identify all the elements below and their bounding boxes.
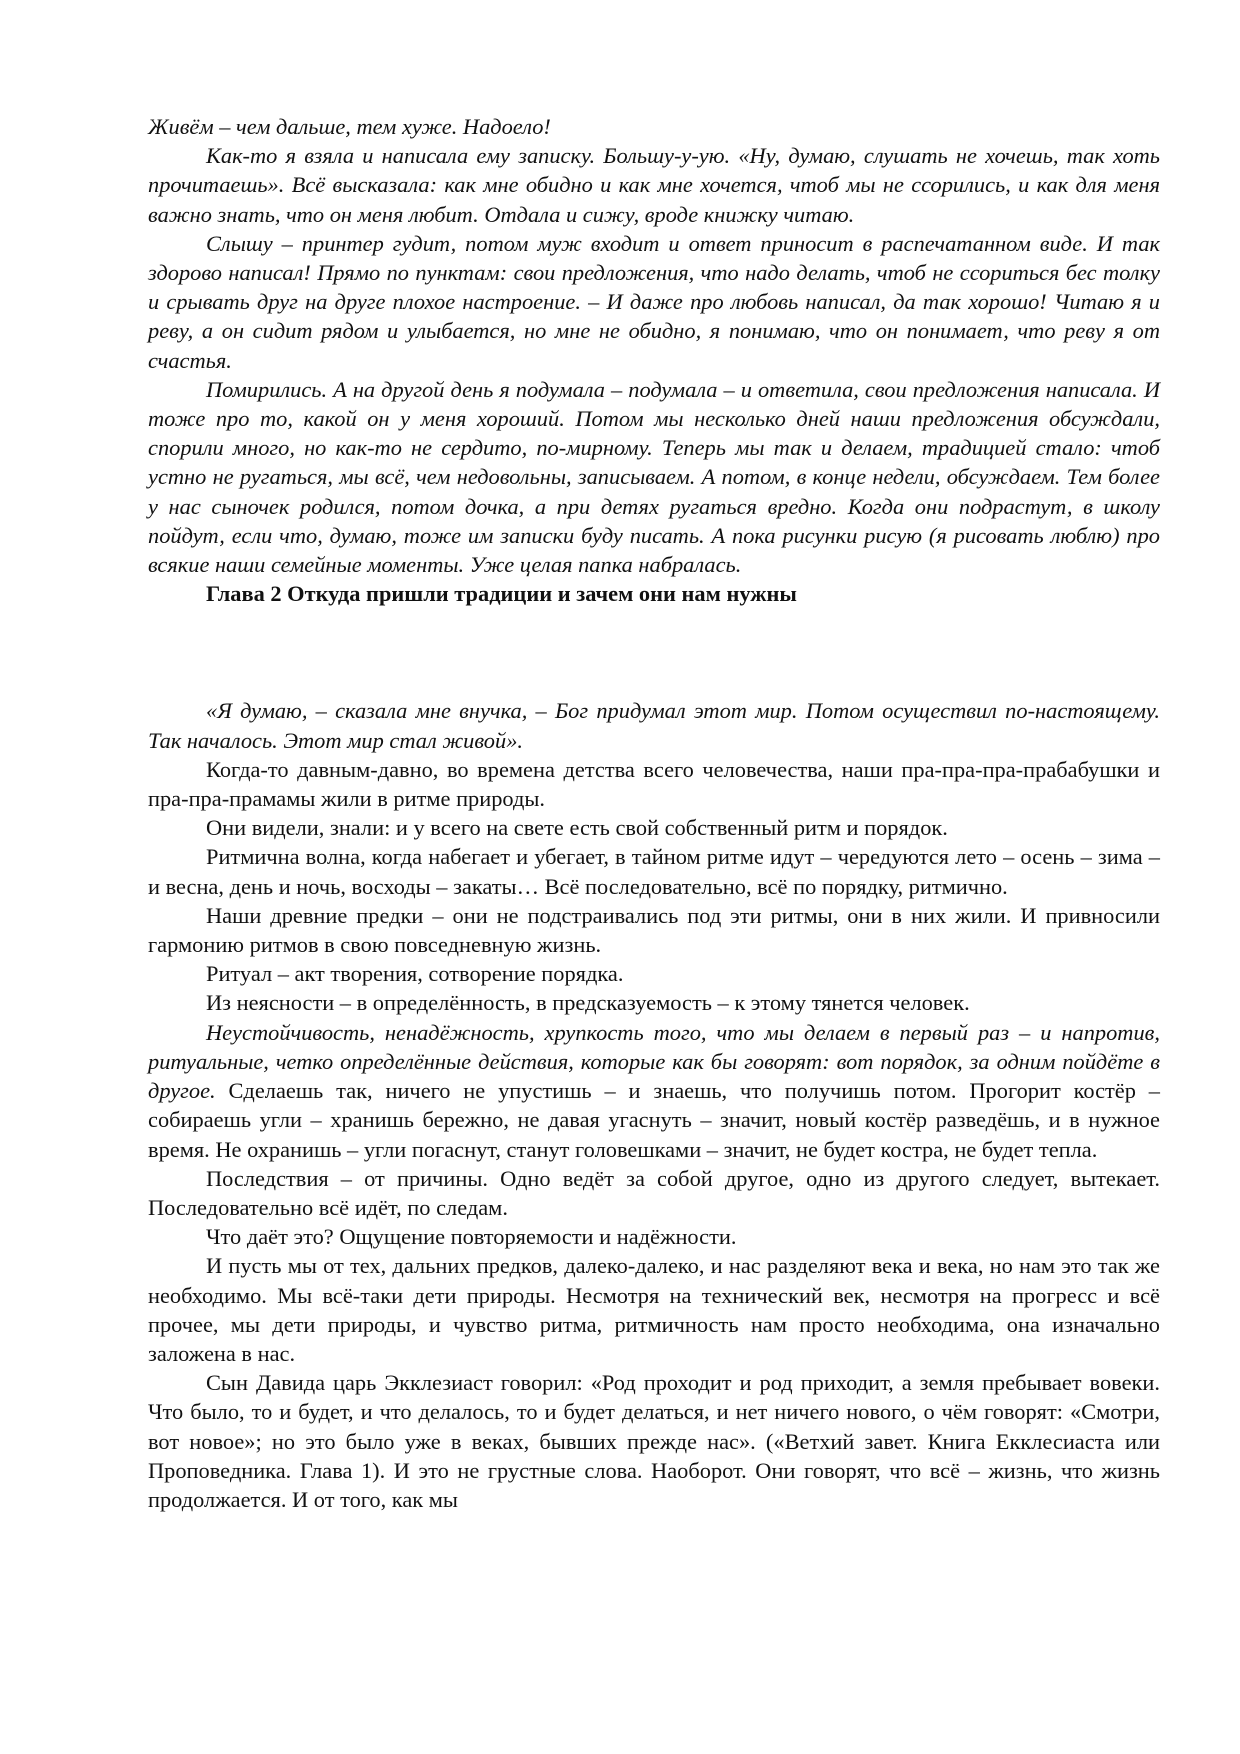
paragraph: Последствия – от причины. Одно ведёт за собой другое, одно из другого следует, вытекает. Последовательно всё идёт, по следам.: [148, 1165, 1160, 1220]
paragraph: Что даёт это? Ощущение повторяемости и надёжности.: [206, 1224, 737, 1250]
paragraph: Ритмична волна, когда набегает и убегает, в тайном ритме идут – чередуются лето – осень – зима – и весна, день и ночь, восходы – закаты… Всё последовательно, всё по порядку, ритмично.: [148, 844, 1160, 899]
regular-span: Сделаешь так, ничего не упустишь – и знаешь, что получишь потом. Прогорит костёр – собираешь угли – хранишь бережно, не давая угаснуть – значит, новый костёр разведёшь, и в нужное время. Не охранишь – угли погаснут, станут головешками – значит, не будет костра, не будет тепла.: [148, 1078, 1160, 1162]
paragraph: И пусть мы от тех, дальних предков, далеко-далеко, и нас разделяют века и века, но нам это так же необходимо. Мы всё-таки дети природы. Несмотря на технический век, несмотря на прогресс и всё прочее, мы дети природы, и чувство ритма, ритмичность нам просто необходима, она изначально заложена в нас.: [148, 1253, 1160, 1366]
epigraph: «Я думаю, – сказала мне внучка, – Бог придумал этот мир. Потом осуществил по-настоящему. Так началось. Этот мир стал живой».: [148, 698, 1160, 753]
paragraph: Ритуал – акт творения, сотворение порядка.: [206, 961, 624, 987]
paragraph: Сын Давида царь Экклезиаст говорил: «Род проходит и род приходит, а земля пребывает вовеки. Что было, то и будет, и что делалось, то и будет делаться, и нет ничего нового, о чём говорят: «Смотри, вот новое»; но это было уже в веках, бывших прежде нас». («Ветхий завет. Книга Екклесиаста или Проповедника. Глава 1). И это не грустные слова. Наоборот. Они говорят, что всё – жизнь, что жизнь продолжается. И от того, как мы: [148, 1370, 1160, 1512]
paragraph: Из неясности – в определённость, в предсказуемость – к этому тянется человек.: [206, 990, 970, 1016]
paragraph: Когда-то давным-давно, во времена детства всего человечества, наши пра-пра-пра-прабабушки и пра-пра-прамамы жили в ритме природы.: [148, 756, 1160, 812]
paragraph: Слышу – принтер гудит, потом муж входит и ответ приносит в распечатанном виде. И так здорово написал! Прямо по пунктам: свои предложения, что надо делать, чтоб не ссориться бес толку и срывать друг на друге плохое настроение. – И даже про любовь написал, да так хорошо! Читаю я и реву, а он сидит рядом и улыбается, но мне не обидно, я понимаю, что он понимает, что реву я от счастья.: [148, 230, 1160, 373]
section-gap: [148, 608, 1160, 696]
paragraph: Наши древние предки – они не подстраивались под эти ритмы, они в них жили. И привносили гармонию ритмов в свою повседневную жизнь.: [148, 902, 1160, 958]
italic-span: Неустойчивость, ненадёжность, хрупкость того, что мы делаем в первый раз – и напротив, ритуальные, четко определённые действия, которые как бы говорят: вот порядок, за одним пойдёте в другое.: [148, 1019, 1160, 1104]
mixed-paragraph: [148, 1018, 1160, 1164]
paragraph: Они видели, знали: и у всего на свете есть свой собственный ритм и порядок.: [206, 815, 948, 841]
chapter-heading: Глава 2 Откуда пришли традиции и зачем они нам нужны: [206, 581, 797, 607]
document-page: [148, 112, 1160, 1514]
paragraph: Как-то я взяла и написала ему записку. Большу-у-ую. «Ну, думаю, слушать не хочешь, так хоть прочитаешь». Всё высказала: как мне обидно и как мне хочется, чтоб мы не ссорились, и как для меня важно знать, что он меня любит. Отдала и сижу, вроде книжку читаю.: [148, 143, 1160, 227]
paragraph: Живём – чем дальше, тем хуже. Надоело!: [148, 114, 551, 139]
paragraph: Помирились. А на другой день я подумала – подумала – и ответила, свои предложения написала. И тоже про то, какой он у меня хороший. Потом мы несколько дней наши предложения обсуждали, спорили много, но как-то не сердито, по-мирному. Теперь мы так и делаем, традицией стало: чтоб устно не ругаться, мы всё, чем недовольны, записываем. А потом, в конце недели, обсуждаем. Тем более у нас сыночек родился, потом дочка, а при детях ругаться вредно. Когда они подрастут, в школу пойдут, если что, думаю, тоже им записки буду писать. А пока рисунки рисую (я рисовать люблю) про всякие наши семейные моменты. Уже целая папка набралась.: [148, 376, 1160, 578]
